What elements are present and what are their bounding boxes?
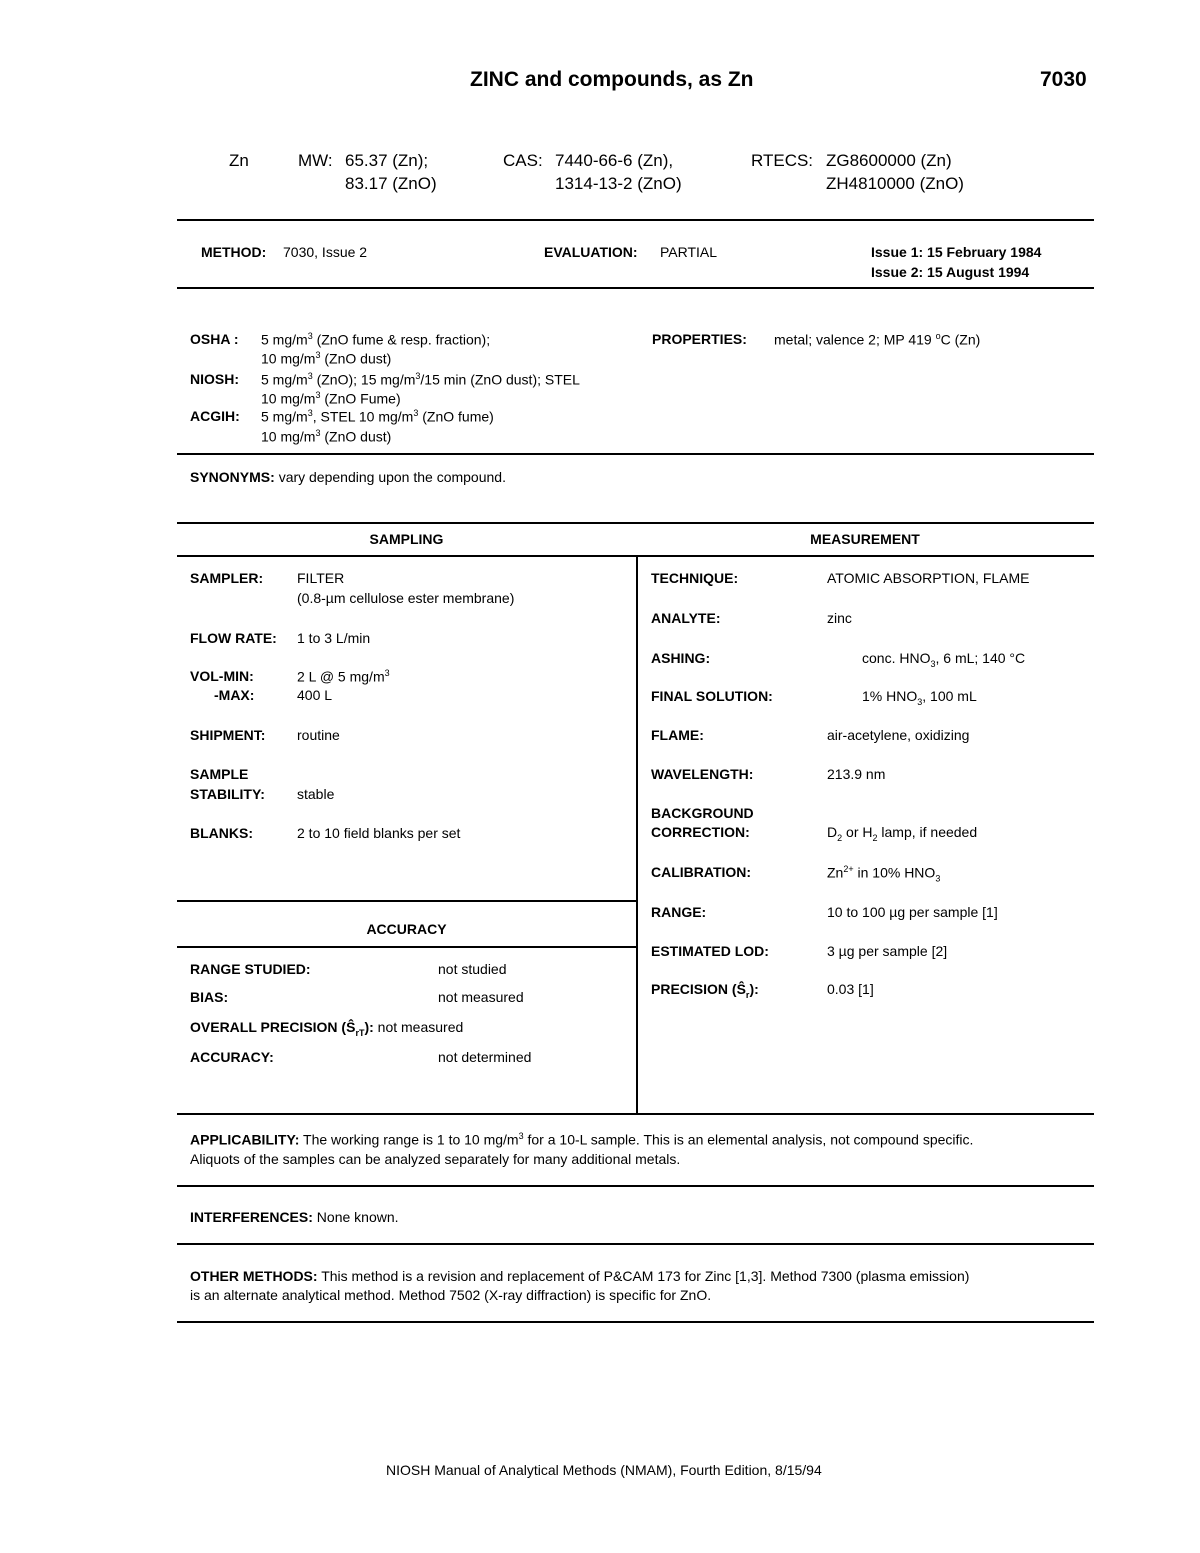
acgih-limit-line1: 5 $mg/m^3$, STEL 10 $mg/m^3$ (ZnO fume) [261, 408, 494, 425]
shipment-label: SHIPMENT: [190, 727, 266, 743]
background-correction-label-2: CORRECTION: [651, 824, 750, 840]
ashing-label: ASHING: [651, 650, 711, 666]
range-label: RANGE: [651, 904, 707, 920]
column-divider [636, 556, 638, 1114]
sample-stability-value: stable [297, 786, 335, 802]
osha-limit-line2: 10 $mg/m^3$ (ZnO dust) [261, 350, 392, 367]
sampler-value: FILTER [297, 570, 345, 586]
calibration-label: CALIBRATION: [651, 864, 752, 880]
other-methods-line2: is an alternate analytical method. Method 7502 (X-ray diffraction) is specific for ZnO. [190, 1287, 712, 1303]
evaluation-value: PARTIAL [660, 244, 718, 260]
wavelength-value: 213.9 nm [827, 766, 886, 782]
issue-2-date: Issue 2: 15 August 1994 [871, 264, 1030, 280]
sample-stability-label: SAMPLE [190, 766, 249, 782]
bias-label: BIAS: [190, 989, 229, 1005]
cas-label: CAS: [503, 151, 543, 170]
osha-label: OSHA : [190, 331, 239, 347]
range-value: 10 to 100 µg per sample [1] [827, 904, 998, 920]
precision-value: 0.03 [1] [827, 981, 874, 997]
vol-max-label: -MAX: [214, 687, 255, 703]
footer-text: NIOSH Manual of Analytical Methods (NMAM), Fourth Edition, 8/15/94 [386, 1462, 822, 1478]
measurement-heading: MEASUREMENT [810, 531, 920, 547]
sampler-label: SAMPLER: [190, 570, 264, 586]
ashing-value: conc. $HNO_3$, 6 mL; 140 °C [862, 650, 1026, 669]
document-title: ZINC and compounds, as Zn [470, 68, 754, 91]
accuracy-value: not determined [438, 1049, 532, 1065]
divider [177, 946, 636, 948]
overall-precision: OVERALL PRECISION $(Ŝ_{rT})$: not measured [190, 1019, 464, 1038]
niosh-label: NIOSH: [190, 371, 239, 387]
wavelength-label: WAVELENGTH: [651, 766, 754, 782]
applicability-line1: APPLICABILITY: The working range is 1 to 10 $mg/m^3$ for a 10-L sample. This is an elemental analysis, not compound specific. [190, 1131, 974, 1148]
divider [177, 1185, 1094, 1187]
flame-label: FLAME: [651, 727, 704, 743]
mw-value-zn: 65.37 (Zn); [345, 151, 429, 170]
niosh-limit-line1: 5 $mg/m^3$ (ZnO); 15 $mg/m^3/15$ min (ZnO dust); STEL [261, 371, 580, 388]
cas-value-zno: 1314-13-2 (ZnO) [555, 174, 682, 193]
divider [177, 522, 1094, 524]
technique-label: TECHNIQUE: [651, 570, 739, 586]
properties-label: PROPERTIES: [652, 331, 747, 347]
evaluation-label: EVALUATION: [544, 244, 638, 260]
rtecs-label: RTECS: [751, 151, 814, 170]
blanks-value: 2 to 10 field blanks per set [297, 825, 461, 841]
final-solution-value: 1% $HNO_3$, 100 mL [862, 688, 977, 707]
sample-stability-label-2: STABILITY: [190, 786, 265, 802]
analyte-label: ANALYTE: [651, 610, 721, 626]
precision-label: PRECISION $(Ŝ_r)$: [651, 981, 759, 1000]
cas-value-zn: 7440-66-6 (Zn), [555, 151, 674, 170]
synonyms: SYNONYMS: vary depending upon the compound. [190, 469, 506, 485]
bias-value: not measured [438, 989, 524, 1005]
flow-rate-value: 1 to 3 L/min [297, 630, 371, 646]
sampler-detail: (0.8-µm cellulose ester membrane) [297, 590, 515, 606]
niosh-limit-line2: 10 $mg/m^3$ (ZnO Fume) [261, 390, 401, 407]
divider [177, 1321, 1094, 1323]
vol-min-label: VOL-MIN: [190, 668, 254, 684]
vol-max-value: 400 L [297, 687, 333, 703]
flow-rate-label: FLOW RATE: [190, 630, 277, 646]
accuracy-heading: ACCURACY [366, 921, 447, 937]
divider [177, 900, 636, 902]
method-number: 7030 [1040, 68, 1087, 91]
mw-value-zno: 83.17 (ZnO) [345, 174, 437, 193]
applicability-line2: Aliquots of the samples can be analyzed separately for many additional metals. [190, 1151, 681, 1167]
issue-1-date: Issue 1: 15 February 1984 [871, 244, 1042, 260]
divider [177, 219, 1094, 221]
background-correction-label: BACKGROUND [651, 805, 754, 821]
range-studied-value: not studied [438, 961, 507, 977]
rtecs-value-zn: ZG8600000 (Zn) [826, 151, 952, 170]
mw-label: MW: [298, 151, 333, 170]
estimated-lod-value: 3 µg per sample [2] [827, 943, 948, 959]
other-methods-line1: OTHER METHODS: This method is a revision and replacement of P&CAM 173 for Zinc [1,3]. Method 7300 (plasma emission) [190, 1268, 970, 1284]
technique-value: ATOMIC ABSORPTION, FLAME [827, 570, 1030, 586]
method-value: 7030, Issue 2 [283, 244, 368, 260]
divider [177, 287, 1094, 289]
rtecs-value-zno: ZH4810000 (ZnO) [826, 174, 964, 193]
osha-limit-line1: 5 $mg/m^3$ (ZnO fume & resp. fraction); [261, 331, 491, 348]
method-label: METHOD: [201, 244, 267, 260]
range-studied-label: RANGE STUDIED: [190, 961, 311, 977]
acgih-label: ACGIH: [190, 408, 240, 424]
divider [177, 1113, 1094, 1115]
accuracy-label: ACCURACY: [190, 1049, 274, 1065]
shipment-value: routine [297, 727, 340, 743]
sampling-heading: SAMPLING [369, 531, 444, 547]
formula: Zn [229, 151, 249, 170]
properties-value: metal; valence 2; MP 419 $^o$C (Zn) [774, 331, 981, 348]
analyte-value: zinc [827, 610, 852, 626]
estimated-lod-label: ESTIMATED LOD: [651, 943, 769, 959]
blanks-label: BLANKS: [190, 825, 253, 841]
vol-min-value: 2 L @ 5 $mg/m^3$ [297, 668, 390, 685]
divider [177, 453, 1094, 455]
final-solution-label: FINAL SOLUTION: [651, 688, 773, 704]
acgih-limit-line2: 10 $mg/m^3$ (ZnO dust) [261, 428, 392, 445]
background-correction-value: $D_2$ or $H_2$ lamp, if needed [827, 824, 978, 843]
divider [177, 1243, 1094, 1245]
flame-value: air-acetylene, oxidizing [827, 727, 970, 743]
interferences: INTERFERENCES: None known. [190, 1209, 399, 1225]
calibration-value: $Zn^{2+}$ in 10% $HNO_3$ [827, 864, 941, 884]
